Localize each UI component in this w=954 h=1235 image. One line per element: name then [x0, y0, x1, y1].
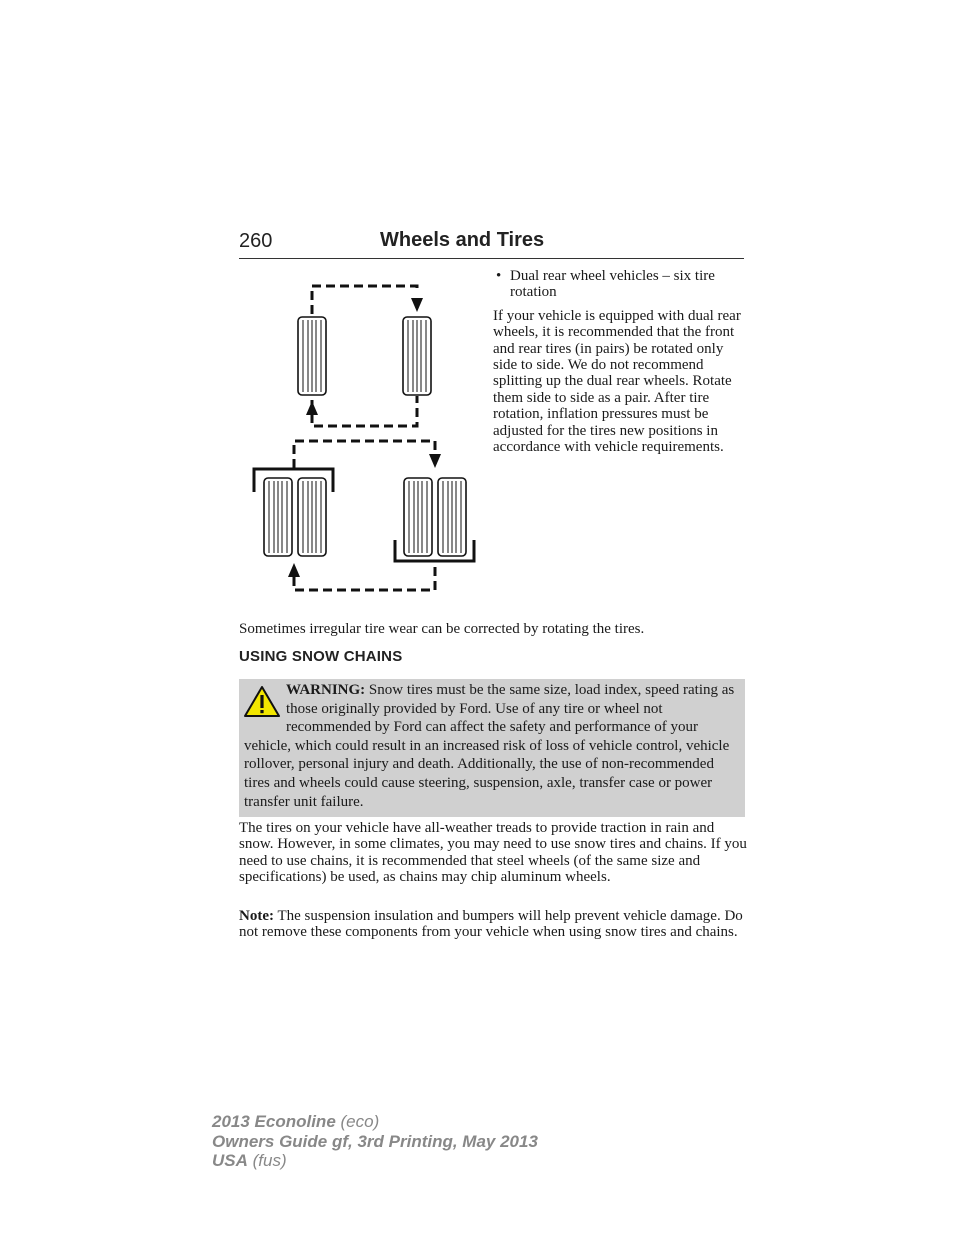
rotation-text: [493, 268, 746, 455]
warning-box: [239, 679, 745, 817]
front-right-tire: [403, 317, 431, 395]
bullet-text: Dual rear wheel vehicles – six tire rotation: [510, 268, 715, 301]
arrow-down-icon: [429, 454, 441, 468]
tire-rotation-diagram: [239, 270, 489, 605]
rear-right-inner-tire: [404, 478, 432, 556]
section-title: Wheels and Tires: [380, 229, 545, 251]
page-number: 260: [239, 230, 273, 252]
page-header: [239, 228, 744, 259]
note-label: Note:: [239, 908, 274, 924]
snow-tires-paragraph: The tires on your vehicle have all-weather treads to provide traction in rain and snow. However, in some climates, you may need to use snow tires and chains. If you need to use chains, it is recommended that steel wheels (of the same size and specifications) be used, as chains may chip aluminum wheels.: [239, 820, 747, 886]
irregular-wear-text: Sometimes irregular tire wear can be corrected by rotating the tires.: [239, 621, 645, 637]
page-footer: [212, 1112, 538, 1171]
front-rotation-path: [312, 286, 417, 426]
footer-model: 2013 Econoline: [212, 1112, 336, 1131]
footer-region-code: (fus): [247, 1151, 287, 1170]
bullet-icon: •: [496, 268, 502, 284]
footer-model-code: (eco): [335, 1112, 380, 1131]
warning-label: WARNING:: [286, 682, 366, 698]
rear-left-outer-tire: [264, 478, 292, 556]
footer-guide: Owners Guide gf, 3rd Printing, May 2013: [212, 1131, 538, 1151]
footer-region: USA: [212, 1151, 248, 1170]
dual-rear-paragraph: If your vehicle is equipped with dual rear wheels, it is recommended that the front and rear tires (in pairs) be rotated only side to side. We do not recommend splitting up the dual rear wheels. Rotate them side to side as a pair. After tire rotation, inflation pressures must be adjusted for the tires new positions in accordance with vehicle requirements.: [493, 307, 741, 456]
note-text: The suspension insulation and bumpers will help prevent vehicle damage. Do not remove these components from your vehicle when using snow tires and chains.: [239, 908, 743, 941]
list-item: [493, 268, 746, 301]
rear-left-inner-tire: [298, 478, 326, 556]
arrow-up-icon: [288, 563, 300, 577]
arrow-down-icon: [411, 298, 423, 312]
snow-chains-heading: USING SNOW CHAINS: [239, 648, 403, 665]
warning-text: Snow tires must be the same size, load index, speed rating as those originally provided by Ford. Use of any tire or wheel not recommended by Ford can affect the safety and performance of your vehicle, which could result in an increased risk of loss of vehicle control, vehicle rollover, personal injury and death. Additionally, the use of non-recommended tires and wheels could cause steering, suspension, axle, transfer case or power transfer unit failure.: [244, 682, 735, 810]
warning-triangle-icon: [242, 684, 282, 720]
rear-right-outer-tire: [438, 478, 466, 556]
arrow-up-icon: [306, 401, 318, 415]
front-left-tire: [298, 317, 326, 395]
note-paragraph: [239, 908, 749, 941]
